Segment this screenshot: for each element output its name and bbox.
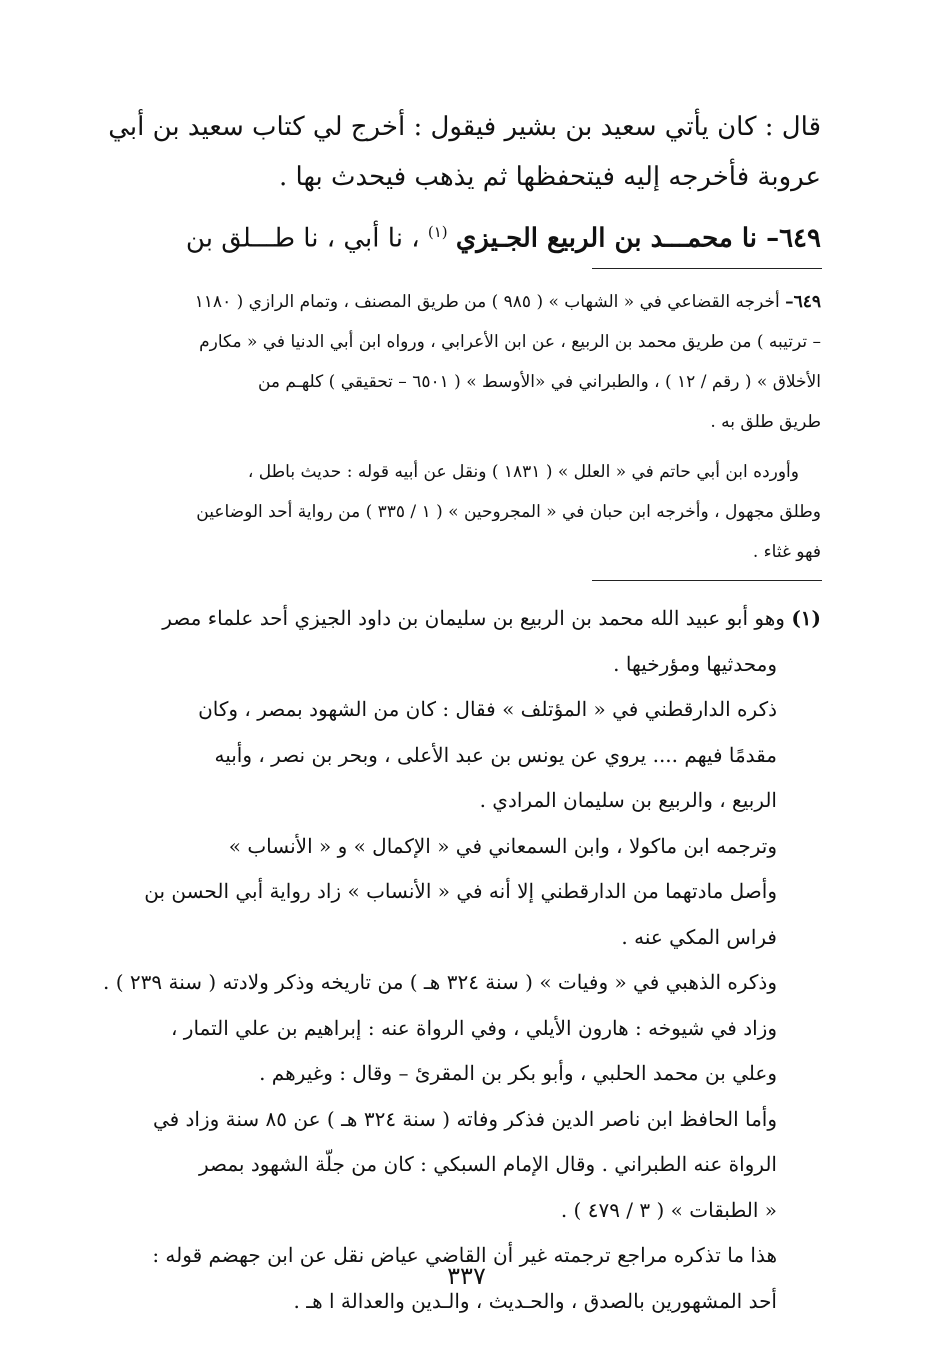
hadith-number: ٦٤٩ (779, 223, 821, 254)
footnote-line: وزاد في شيوخه : هارون الأيلي ، وفي الرواة عنه : إبراهيم بن علي التمار ، (170, 1015, 777, 1040)
main-text-line: قال : كان يأتي سعيد بن بشير فيقول : أخرج لي كتاب سعيد بن أبي (108, 112, 821, 142)
hadith-text: – نا محمـــد بن الربيع الجـيزي (455, 223, 780, 254)
main-text (108, 102, 821, 269)
hadith-text: ، نا أبي ، نا طـــلق بن (185, 223, 420, 254)
takhrij-line: طريق طلق به . (710, 412, 821, 432)
footnote-line: ومحدثيها ومؤرخيها . (613, 651, 777, 676)
footnote-line: فراس المكي عنه . (621, 924, 777, 949)
footnote-line: وذكره الذهبي في « وفيات » ( سنة ٣٢٤ هـ ) من تاريخه وذكر ولادته ( سنة ٢٣٩ ) . (103, 970, 777, 994)
footnote-line: وأصل مادتهما من الدارقطني إلا أنه في « الأنساب » زاد رواية أبي الحسن بن (144, 879, 777, 903)
takhrij-line: وطلق مجهول ، وأخرجه ابن حبان في « المجروحين » ( ١ / ٣٣٥ ) من رواية أحد الوضاعين (196, 502, 821, 522)
takhrij-note (111, 282, 821, 572)
takhrij-line: وأورده ابن أبي حاتم في « العلل » ( ١٨٣١ ) ونقل عن أبيه قوله : حديث باطل ، (247, 462, 799, 482)
footnote-line: وعلي بن محمد الحلبي ، وأبو بكر بن المقرئ – وقال : وغيرهم . (259, 1061, 777, 1085)
main-text-line: عروبة فأخرجه إليه فيتحفظها ثم يذهب فيحدث بها . (279, 162, 821, 192)
footnote-line: هذا ما تذكره مراجع ترجمته غير أن القاضي عياض نقل عن ابن جهضم قوله : (152, 1243, 777, 1267)
takhrij-number: ٦٤٩– (785, 292, 821, 312)
footnote-line: مقدمًا فيهم .... يروي عن يونس بن عبد الأعلى ، وبحر بن نصر ، وأبيه (214, 742, 777, 767)
footnote-line: وأما الحافظ ابن ناصر الدين فذكر وفاته ( سنة ٣٢٤ هـ ) عن ٨٥ سنة وزاد في (152, 1106, 777, 1131)
divider-top (592, 268, 822, 269)
footnote-line: ذكره الدارقطني في « المؤتلف » فقال : كان من الشهود بمصر ، وكان (198, 697, 777, 721)
footnote-line: الرواة عنه الطبراني . وقال الإمام السبكي : كان من جلّة الشهود بمصر (198, 1152, 777, 1176)
hadith-heading (121, 202, 821, 269)
takhrij-text: أخرجه القضاعي في « الشهاب » ( ٩٨٥ ) من طريق المصنف ، وتمام الرازي ( ١١٨٠ (194, 292, 780, 312)
footnote-text: وهو أبو عبيد الله محمد بن الربيع بن سليمان بن داود الجيزي أحد علماء مصر (162, 606, 785, 630)
takhrij-line: الأخلاق » ( رقم / ١٢ ) ، والطبراني في «الأوسط » ( ٦٥٠١ – تحقيقي ) كلهـم من (257, 372, 821, 392)
footnote-line: وترجمه ابن ماكولا ، وابن السمعاني في « الإكمال » و « الأنساب » (228, 833, 777, 858)
takhrij-line: – ترتيبه ) من طريق محمد بن الربيع ، عن ابن الأعرابي ، ورواه ابن أبي الدنيا في « مكارم (199, 332, 821, 352)
takhrij-line: فهو غثاء . (752, 542, 821, 562)
footnote-line: أحد المشهورين بالصدق ، والحـديث ، والـدين والعدالة ا هـ . (293, 1288, 777, 1313)
footnote-marker: (١) (791, 606, 821, 630)
footnote-line: « الطبقات » ( ٣ / ٤٧٩ ) . (560, 1197, 777, 1222)
takhrij-line (111, 282, 821, 322)
page-number: ٣٣٧ (447, 1262, 486, 1290)
footnote-line (106, 596, 821, 642)
footnote-reference[interactable]: (١) (427, 223, 448, 241)
footnote-line: الربيع ، والربيع بن سليمان المرادي . (479, 788, 777, 812)
divider-bottom (592, 580, 822, 581)
footnote (103, 596, 821, 1324)
